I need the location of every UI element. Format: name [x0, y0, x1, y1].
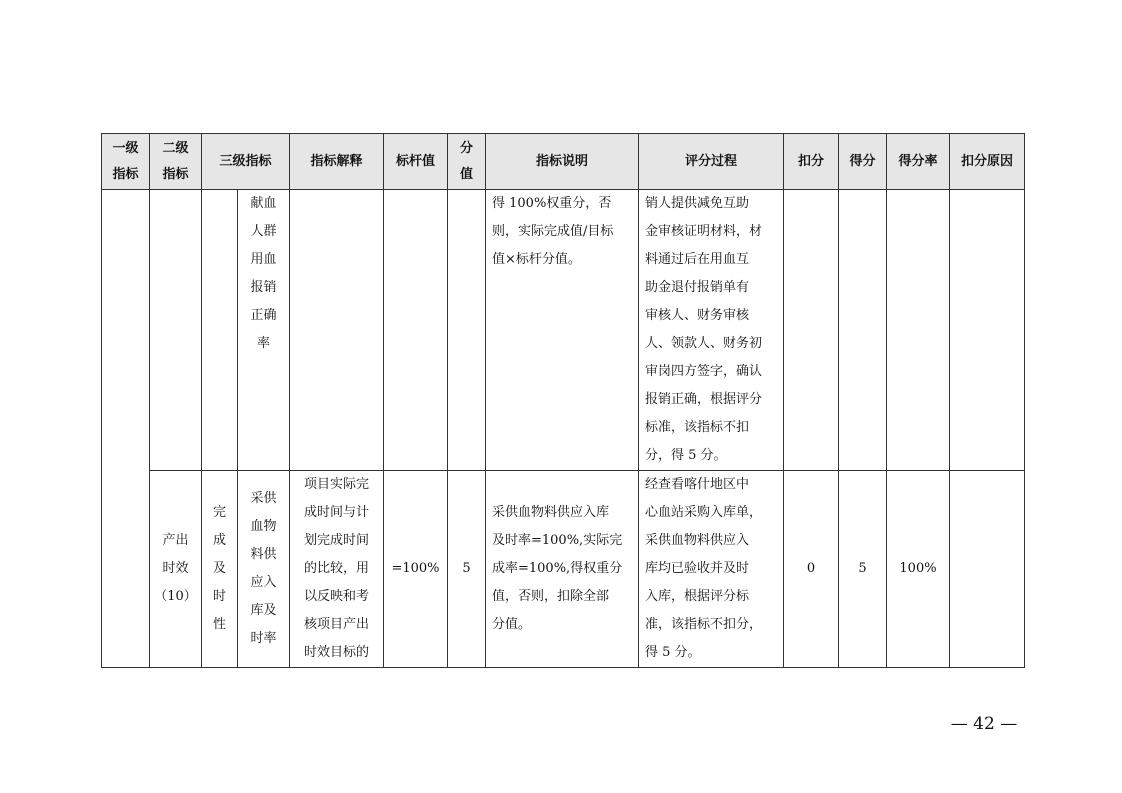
cell-level1	[102, 190, 150, 668]
cell-deduction: 0	[784, 471, 839, 668]
cell-level3a	[202, 190, 238, 471]
header-level1: 一级 指标	[102, 134, 150, 190]
header-rate: 得分率	[887, 134, 950, 190]
cell-benchmark	[384, 190, 448, 471]
cell-score-value: 5	[448, 471, 486, 668]
cell-score	[839, 190, 887, 471]
header-level2: 二级 指标	[150, 134, 202, 190]
table-row	[102, 471, 1025, 668]
cell-level3b: 采供 血物 料供 应入 库及 时率	[238, 471, 290, 668]
page-number: — 42 —	[950, 714, 1018, 734]
cell-level3b: 献血 人群 用血 报销 正确 率	[238, 190, 290, 471]
header-score: 得分	[839, 134, 887, 190]
cell-rate: 100%	[887, 471, 950, 668]
cell-deduction	[784, 190, 839, 471]
cell-reason	[950, 190, 1025, 471]
cell-description: 得 100%权重分，否 则，实际完成值/目标 值×标杆分值。	[486, 190, 639, 471]
header-row	[102, 134, 1025, 190]
indicator-table	[101, 133, 1025, 668]
table-row	[102, 190, 1025, 471]
header-explain: 指标解释	[290, 134, 384, 190]
header-score-value: 分 值	[448, 134, 486, 190]
header-process: 评分过程	[639, 134, 784, 190]
cell-score: 5	[839, 471, 887, 668]
header-level3: 三级指标	[202, 134, 290, 190]
cell-explain	[290, 190, 384, 471]
cell-level2: 产出 时效 （10）	[150, 471, 202, 668]
header-deduction: 扣分	[784, 134, 839, 190]
cell-process: 销人提供减免互助 金审核证明材料，材 料通过后在用血互 助金退付报销单有 审核人、财务审核 人、领款人、财务初 审岗四方签字，确认 报销正确，根据评分 标准，该指标不扣 分，得 5 分。	[639, 190, 784, 471]
cell-description: 采供血物料供应入库 及时率=100%,实际完 成率=100%,得权重分 值，否则，扣除全部 分值。	[486, 471, 639, 668]
cell-level2	[150, 190, 202, 471]
cell-rate	[887, 190, 950, 471]
cell-score-value	[448, 190, 486, 471]
header-reason: 扣分原因	[950, 134, 1025, 190]
header-description: 指标说明	[486, 134, 639, 190]
cell-process: 经查看喀什地区中 心血站采购入库单， 采供血物料供应入 库均已验收并及时 入库，根据评分标 准，该指标不扣分， 得 5 分。	[639, 471, 784, 668]
cell-level3a: 完 成 及 时 性	[202, 471, 238, 668]
cell-reason	[950, 471, 1025, 668]
cell-benchmark: =100%	[384, 471, 448, 668]
cell-explain: 项目实际完 成时间与计 划完成时间 的比较，用 以反映和考 核项目产出 时效目标的	[290, 471, 384, 668]
header-benchmark: 标杆值	[384, 134, 448, 190]
